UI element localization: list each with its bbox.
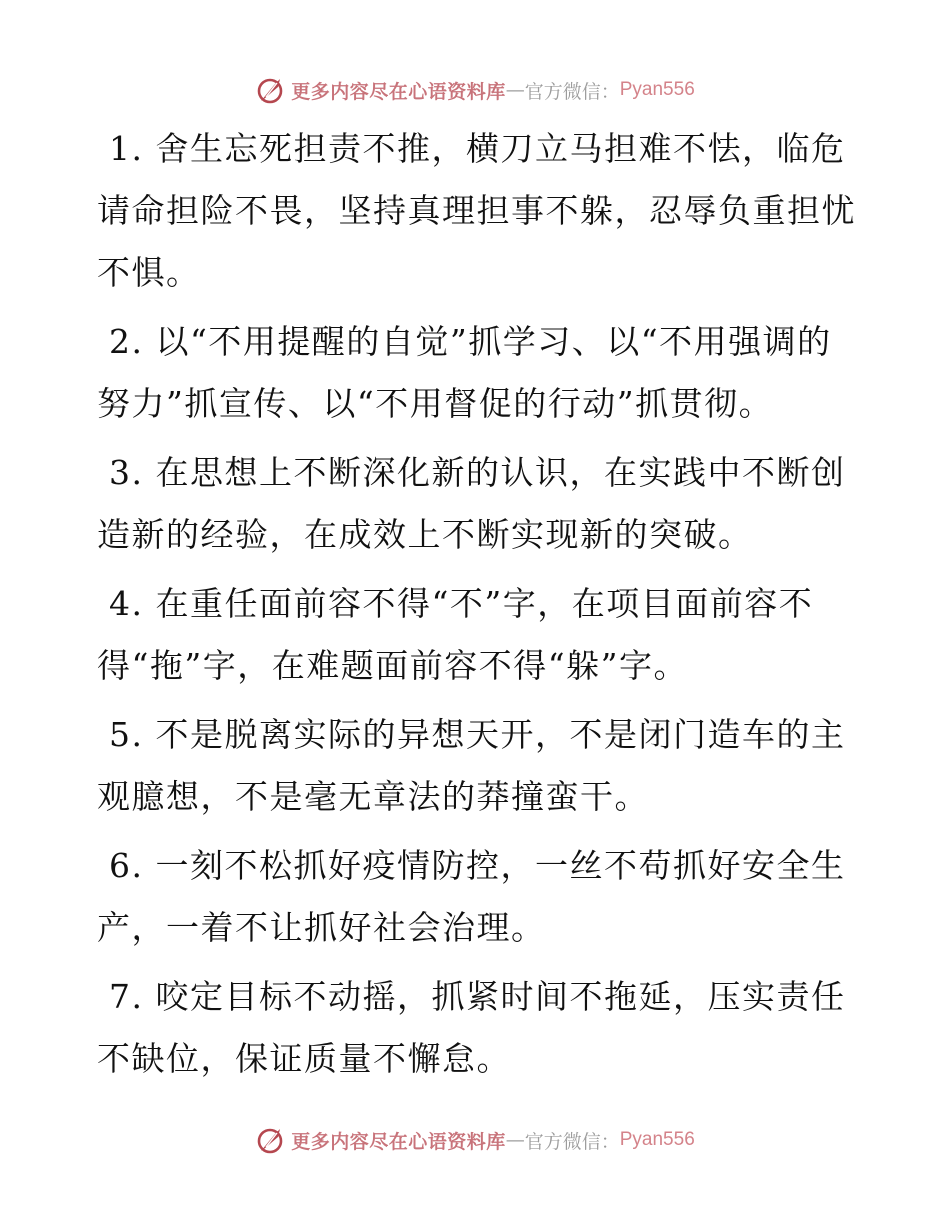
contact-label: 官方微信： xyxy=(524,1130,620,1153)
list-item: 5. 不是脱离实际的异想天开，不是闭门造车的主观臆想，不是毫无章法的莽撞蛮干。 xyxy=(97,715,846,816)
header-watermark xyxy=(0,70,950,110)
contact-id: Pyan556 xyxy=(619,79,695,100)
list-item: 2. 以“不用提醒的自觉”抓学习、以“不用强调的努力”抓宣传、以“不用督促的行动”抓贯彻。 xyxy=(97,322,832,423)
contact-label: 官方微信： xyxy=(524,80,620,103)
footer-watermark xyxy=(0,1120,950,1160)
list-item: 7. 咬定目标不动摇，抓紧时间不拖延，压实责任不缺位，保证质量不懈怠。 xyxy=(97,977,846,1078)
list-item: 4. 在重任面前容不得“不”字，在项目面前容不得“拖”字，在难题面前容不得“躲”字。 xyxy=(97,584,814,685)
list-item: 1. 舍生忘死担责不推，横刀立马担难不怯，临危请命担险不畏，坚持真理担事不躲，忍辱负重担忧不惧。 xyxy=(97,129,856,292)
list-item: 3. 在思想上不断深化新的认识，在实践中不断创造新的经验，在成效上不断实现新的突破。 xyxy=(97,453,846,554)
brand-text: 更多内容尽在心语资料库 xyxy=(291,80,506,103)
quill-pen-circle-icon xyxy=(255,75,285,105)
contact-id: Pyan556 xyxy=(619,1129,695,1150)
dash-text: — xyxy=(505,1129,525,1151)
brand-text: 更多内容尽在心语资料库 xyxy=(291,1130,506,1153)
dash-text: — xyxy=(505,79,525,101)
list-item: 6. 一刻不松抓好疫情防控，一丝不苟抓好安全生产，一着不让抓好社会治理。 xyxy=(97,846,846,947)
document-body xyxy=(97,118,857,1097)
quill-pen-circle-icon xyxy=(255,1125,285,1155)
